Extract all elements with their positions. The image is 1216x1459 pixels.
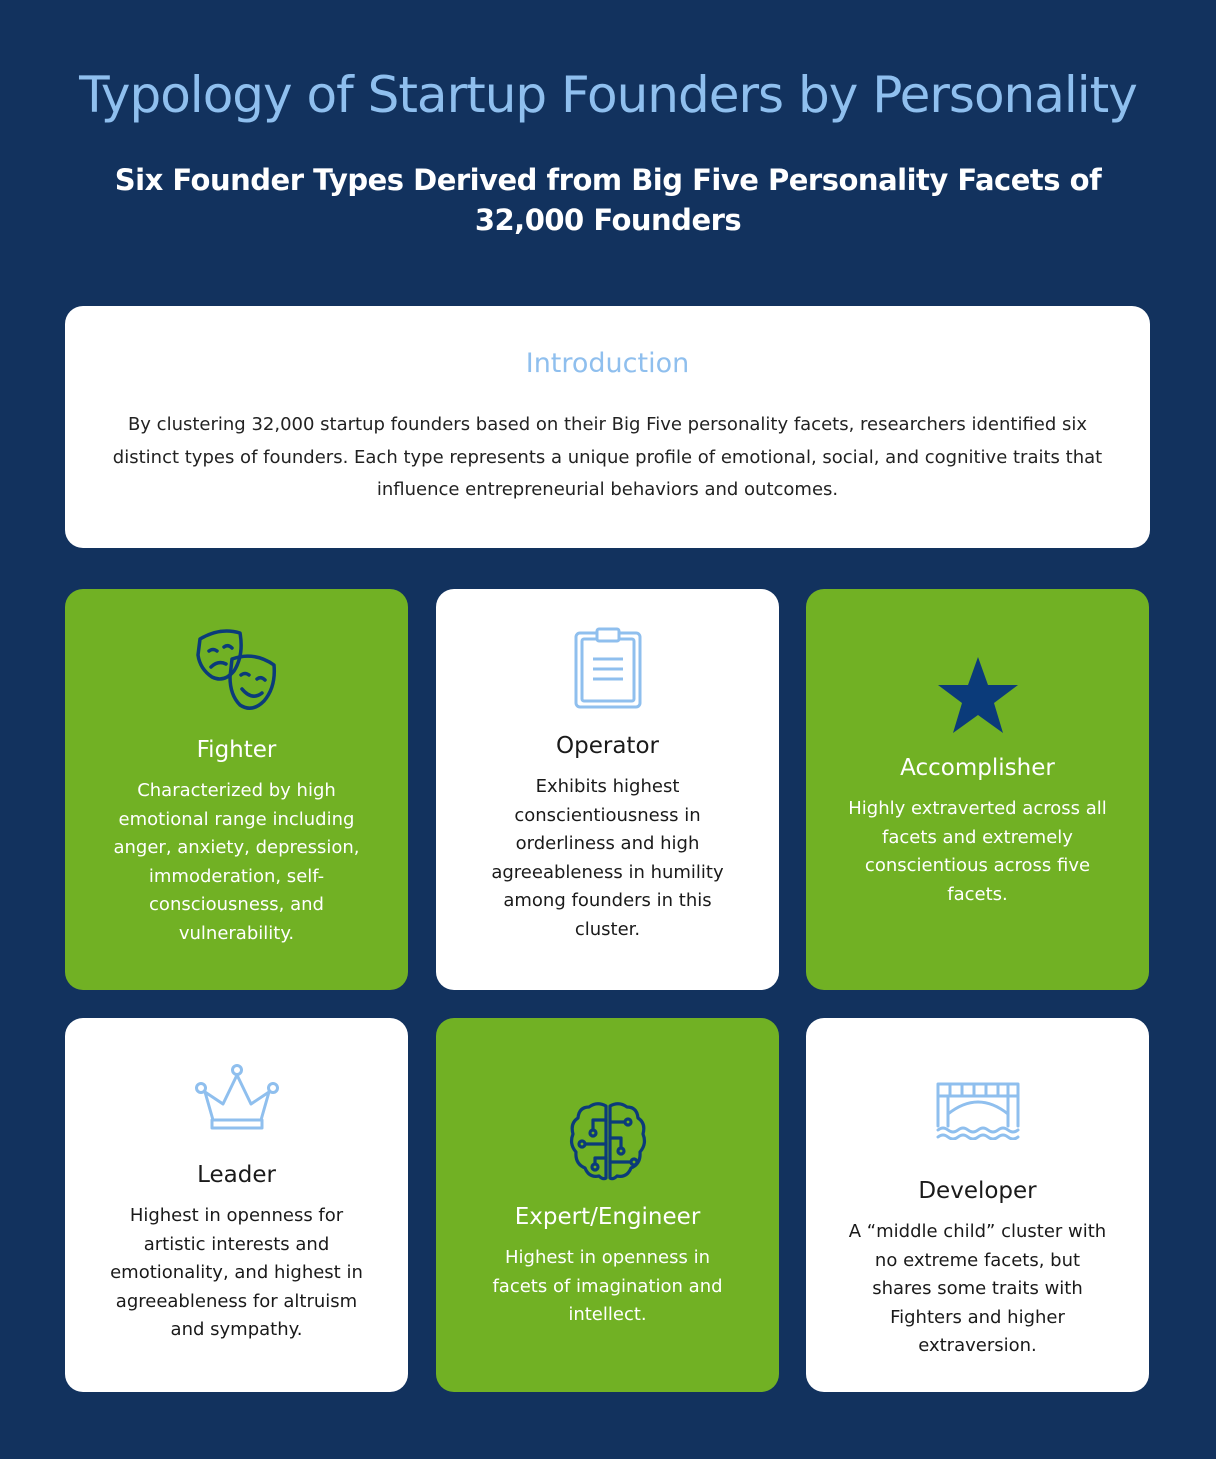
card-title: Fighter: [196, 737, 277, 763]
introduction-panel: [65, 306, 1150, 548]
bridge-icon: [936, 1082, 1020, 1140]
page-title: Typology of Startup Founders by Personality: [79, 66, 1137, 124]
theater-masks-icon: [194, 625, 280, 715]
card-description: Exhibits highest conscientiousness in orderliness and high agreeableness in humility among founders in this cluster.: [491, 776, 724, 940]
clipboard-icon: [573, 627, 643, 709]
founder-card-developer: [806, 1018, 1149, 1392]
card-title: Accomplisher: [900, 755, 1055, 781]
card-description: A “middle child” cluster with no extreme facets, but shares some traits with Fighters and higher extraversion.: [848, 1221, 1107, 1357]
card-description: Highly extraverted across all facets and extremely conscientious across five facets.: [848, 798, 1107, 905]
page-subtitle: Six Founder Types Derived from Big Five Personality Facets of 32,000 Founders: [114, 163, 1102, 237]
brain-circuit-icon: [569, 1100, 647, 1182]
introduction-heading: Introduction: [525, 348, 690, 379]
introduction-text: By clustering 32,000 startup founders based on their Big Five personality facets, researchers identified six distinct types of founders. Each type represents a unique profile of emotional, social, and cognitive traits that influence entrepreneurial behaviors and outcomes.: [112, 414, 1103, 500]
card-description: Highest in openness for artistic interests and emotionality, and highest in agreeableness for altruism and sympathy.: [110, 1205, 363, 1341]
card-title: Developer: [918, 1178, 1037, 1204]
crown-icon: [195, 1064, 279, 1132]
card-description: Highest in openness in facets of imagination and intellect.: [492, 1247, 723, 1326]
founder-card-operator: [436, 589, 779, 990]
founder-card-leader: [65, 1018, 408, 1392]
star-icon: [936, 655, 1020, 735]
founder-card-accomplisher: [806, 589, 1149, 990]
founder-card-expert-engineer: [436, 1018, 779, 1392]
card-description: Characterized by high emotional range including anger, anxiety, depression, immoderation, self-consciousness, and vulnerability.: [113, 780, 360, 944]
founder-card-fighter: [65, 589, 408, 990]
card-title: Leader: [197, 1162, 276, 1188]
card-title: Expert/Engineer: [514, 1204, 701, 1230]
card-title: Operator: [556, 733, 659, 759]
